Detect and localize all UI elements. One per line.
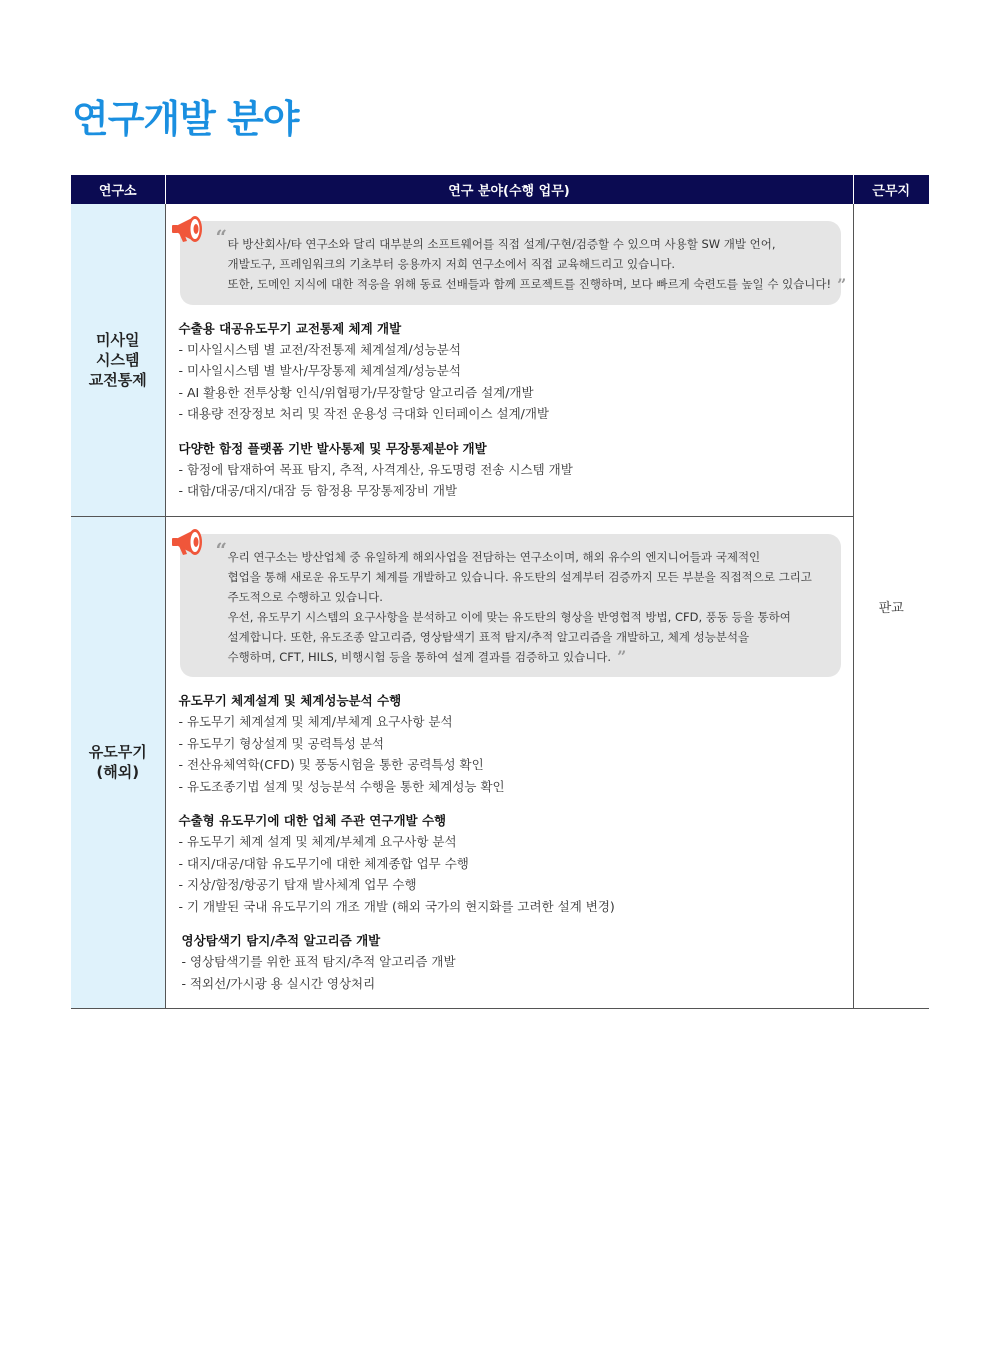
section — [178, 439, 841, 502]
lab-name-missile — [71, 204, 165, 516]
lab-name-line: 교전통제 — [88, 370, 147, 389]
section-item: - 영상탐색기를 위한 표적 탐지/추적 알고리즘 개발 — [181, 954, 456, 969]
quote-line-last — [227, 274, 847, 295]
megaphone-icon — [170, 522, 214, 562]
section-item: - 유도무기 형상설계 및 공력특성 분석 — [178, 735, 385, 751]
quote-line: 주도적으로 수행하고 있습니다. — [227, 589, 383, 604]
intro-quote — [180, 534, 841, 678]
quote-line-text: 또한, 도메인 지식에 대한 적응을 위해 동료 선배들과 함께 프로젝트를 진행하며, 보다 빠르게 숙련도를 높일 수 있습니다! — [227, 277, 832, 291]
section-item: - 전산유체역학(CFD) 및 풍동시험을 통한 공력특성 확인 — [178, 757, 484, 772]
quote-box — [180, 221, 847, 305]
section-item: - 기 개발된 국내 유도무기의 개조 개발 (해외 국가의 현지화를 고려한 설계 변경) — [178, 898, 615, 914]
section — [178, 811, 841, 917]
section-item: - 대함/대공/대지/대잠 등 함정용 무장통제장비 개발 — [178, 483, 458, 498]
quote-line: 우리 연구소는 방산업체 중 유일하게 해외사업을 전담하는 연구소이며, 해외 유수의 엔지니어들과 국제적인 — [227, 549, 761, 564]
quote-open-icon: “ — [215, 537, 228, 562]
quote-box — [180, 534, 841, 678]
header-lab: 연구소 — [71, 175, 165, 204]
section — [178, 931, 841, 994]
section-item: - 미사일시스템 별 발사/무장통제 체계설계/성능분석 — [178, 363, 461, 378]
section-title: 다양한 함정 플랫폼 기반 발사통제 및 무장통제분야 개발 — [178, 440, 487, 456]
section-item: - 함정에 탑재하여 목표 탐지, 추적, 사격계산, 유도명령 전송 시스템 개발 — [178, 461, 573, 477]
table-row — [71, 204, 929, 516]
lab-name-line: (해외) — [96, 763, 140, 782]
research-table — [71, 175, 929, 1009]
quote-line: 개발도구, 프레임워크의 기초부터 응용까지 저희 연구소에서 직접 교육해드리고 있습니다. — [227, 257, 676, 271]
work-site: 판교 — [853, 204, 929, 1009]
quote-line: 설계합니다. 또한, 유도조종 알고리즘, 영상탐색기 표적 탐지/추적 알고리즘을 개발하고, 체계 성능분석을 — [227, 629, 750, 644]
quote-close-icon: ” — [617, 647, 627, 666]
table-row — [71, 516, 929, 1009]
work-cell-guided-weapons — [165, 516, 853, 1009]
megaphone-icon — [170, 209, 214, 249]
section-item: - 적외선/가시광 용 실시간 영상처리 — [181, 975, 376, 991]
section — [178, 691, 841, 797]
section-item: - 미사일시스템 별 교전/작전통제 체계설계/성능분석 — [178, 341, 461, 357]
section-item: - 대용량 전장정보 처리 및 작전 운용성 극대화 인터페이스 설계/개발 — [178, 406, 550, 421]
intro-quote — [180, 221, 847, 305]
lab-name-line: 미사일 — [96, 330, 140, 349]
section-title: 영상탐색기 탐지/추적 알고리즘 개발 — [181, 933, 381, 948]
section-item: - AI 활용한 전투상황 인식/위협평가/무장할당 알고리즘 설계/개발 — [178, 384, 534, 400]
section-item: - 지상/함정/항공기 탑재 발사체계 업무 수행 — [178, 877, 417, 892]
quote-line-last — [228, 647, 811, 668]
header-field: 연구 분야(수행 업무) — [165, 175, 853, 204]
quote-line: 타 방산회사/타 연구소와 달리 대부분의 소프트웨어를 직접 설계/구현/검증할 수 있으며 사용할 SW 개발 언어, — [227, 237, 776, 251]
section-item: - 유도무기 체계설계 및 체계/부체계 요구사항 분석 — [178, 714, 453, 729]
quote-open-icon: “ — [215, 225, 228, 249]
page-title: 연구개발 분야 — [72, 97, 299, 141]
section-item: - 유도무기 체계 설계 및 체계/부체계 요구사항 분석 — [178, 834, 457, 849]
work-cell-missile — [165, 204, 853, 516]
quote-line-text: 수행하며, CFT, HILS, 비행시험 등을 통하여 설계 결과를 검증하고 있습니다. — [227, 649, 612, 664]
table-header-row — [71, 175, 929, 204]
section-item: - 유도조종기법 설계 및 성능분석 수행을 통한 체계성능 확인 — [178, 778, 505, 794]
lab-name-line: 유도무기 — [88, 743, 147, 762]
quote-line: 우선, 유도무기 시스템의 요구사항을 분석하고 이에 맞는 유도탄의 형상을 반영협적 방법, CFD, 풍동 등을 통하여 — [227, 609, 791, 624]
quote-line: 협업을 통해 새로운 유도무기 체계를 개발하고 있습니다. 유도탄의 설계부터 검증까지 모든 부분을 직접적으로 그리고 — [227, 569, 812, 584]
section-title: 유도무기 체계설계 및 체계성능분석 수행 — [178, 693, 402, 708]
section-item: - 대지/대공/대함 유도무기에 대한 체계종합 업무 수행 — [178, 855, 469, 871]
section — [178, 319, 841, 425]
section-title: 수출용 대공유도무기 교전통제 체계 개발 — [178, 320, 402, 336]
lab-name-guided-weapons — [71, 516, 165, 1009]
lab-name-line: 시스템 — [96, 350, 140, 369]
header-site: 근무지 — [853, 175, 929, 204]
quote-close-icon: ” — [837, 274, 847, 294]
section-title: 수출형 유도무기에 대한 업체 주관 연구개발 수행 — [178, 813, 447, 828]
